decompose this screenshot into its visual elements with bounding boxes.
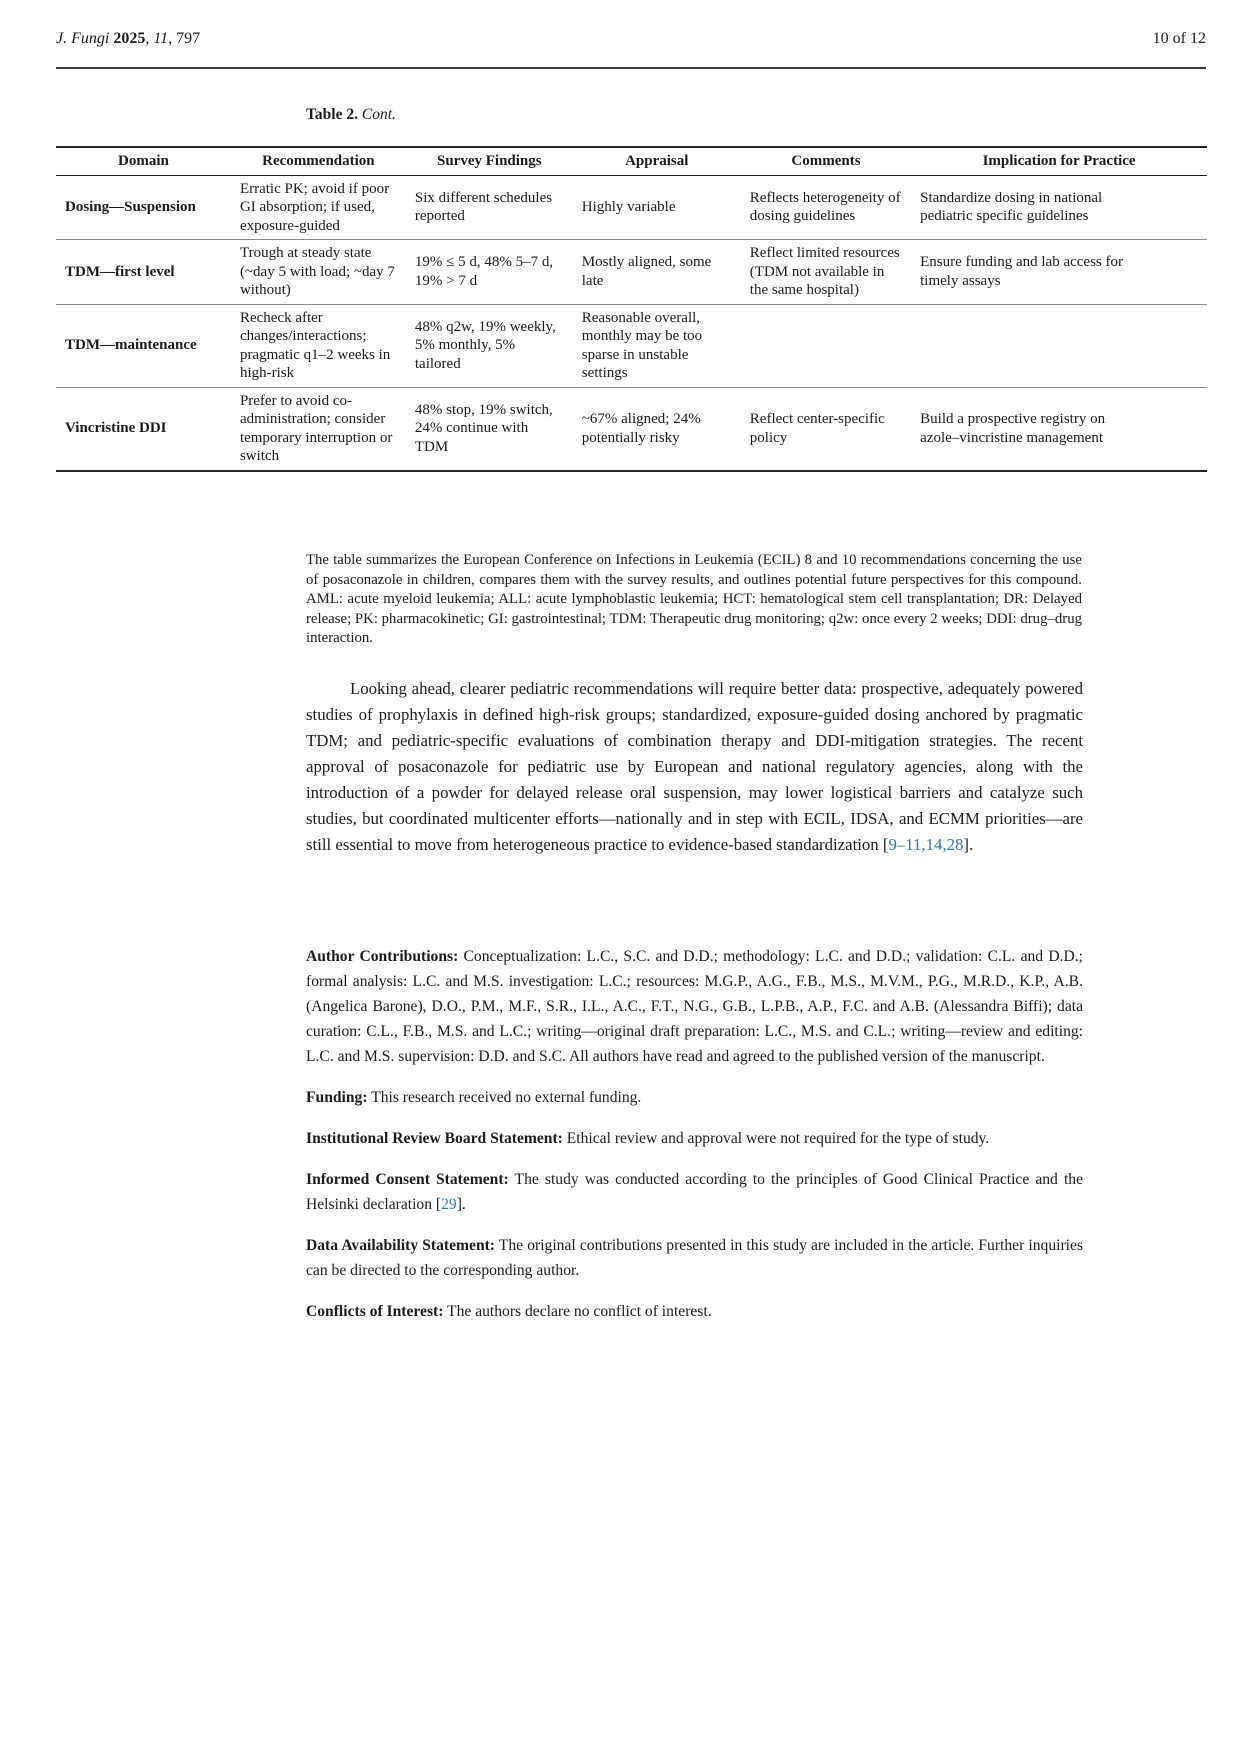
cell-recommendation: Trough at steady state (~day 5 with load; ~day 7 without): [231, 240, 406, 305]
cell-comments: Reflect center-specific policy: [749, 411, 885, 446]
body-paragraph: Looking ahead, clearer pediatric recommendations will require better data: prospective, adequately powered studies of prophylaxis in defined high-risk groups; standardized, exposure-guided dosing anchored by pragmatic TDM; and pediatric-specific evaluations of combination therapy and DDI-mitigation strategies. The recent approval of posaconazole for pediatric use by European and national regulatory agencies, along with the introduction of a powder for delayed release oral suspension, may lower logistical barriers and catalyze such studies, but coordinated multicenter efforts—nationally and in step with ECIL, IDSA, and ECMM priorities—are still essential to move from heterogeneous practice to evidence-based standardization [9–11,14,28].: [306, 679, 1083, 854]
citation-link[interactable]: 9–11,14,28: [888, 835, 964, 854]
table-caption: [306, 106, 396, 124]
body-paragraph-text: Looking ahead, clearer pediatric recommendations will require better data: prospective, adequately powered studies of prophylaxis in defined high-risk groups; standardized, exposure-guided dosing anchored by pragmatic TDM; and pediatric-specific evaluations of combination therapy and DDI-mitigation strategies. The recent approval of posaconazole for pediatric use by European and national regulatory agencies, along with the introduction of a powder for delayed release oral suspension, may lower logistical barriers and catalyze such studies, but coordinated multicenter efforts—nationally and in step with ECIL, IDSA, and ECMM priorities—are still essential to move from heterogeneous practice to evidence-based standardization [: [306, 679, 1083, 854]
cell-comments: Reflects heterogeneity of dosing guidelines: [741, 175, 911, 240]
journal-name: J. Fungi: [56, 30, 110, 47]
section-label: Funding:: [306, 1089, 368, 1106]
table-row: [56, 304, 1207, 387]
section-data-availability: Data Availability Statement: The original contributions presented in this study are included in the article. Further inquiries can be directed to the corresponding author.: [306, 1237, 1083, 1279]
section-informed-consent: Informed Consent Statement: The study was conducted according to the principles of Good Clinical Practice and the Helsinki declaration [29].: [306, 1171, 1083, 1213]
section-funding: Funding: This research received no external funding.: [306, 1089, 642, 1106]
cell-comments: Reflect limited resources (TDM not available in the same hospital): [741, 240, 911, 305]
section-label: Data Availability Statement:: [306, 1237, 496, 1254]
section-irb-statement: Institutional Review Board Statement: Ethical review and approval were not required for the type of study.: [306, 1130, 990, 1147]
journal-year: 2025: [113, 30, 146, 47]
recommendations-table: [56, 146, 1207, 472]
section-author-contributions: Author Contributions: Conceptualization: L.C., S.C. and D.D.; methodology: L.C. and D.D.; validation: C.L. and D.D.; formal analysis: L.C. and M.S. investigation: L.C.; resources: M.G.P., A.G., F.B., M.S., M.V.M., P.G., M.R.D., K.P., A.B. (Angelica Barone), D.O., P.M., M.F., S.R., I.L., A.C., F.T., N.G., G.B., L.P.B., A.P., F.C. and A.B. (Alessandra Biffi); data curation: C.L., F.B., M.S. and L.C.; writing—original draft preparation: L.C., M.S. and C.L.; writing—review and editing: L.C. and M.S. supervision: D.D. and S.C. All authors have read and agreed to the published version of the manuscript.: [306, 948, 1083, 1065]
cell-implication: Standardize dosing in national pediatric specific guidelines: [911, 175, 1207, 240]
table-caption-cont: Cont.: [361, 106, 396, 123]
back-matter: [306, 944, 1083, 1340]
column-header-appraisal: Appraisal: [573, 147, 741, 175]
column-header-implication: Implication for Practice: [911, 147, 1207, 175]
section-label: Author Contributions:: [306, 948, 459, 965]
section-label: Conflicts of Interest:: [306, 1303, 444, 1320]
journal-citation: J. Fungi 2025, 11, 797: [56, 30, 201, 47]
cell-survey-findings: 48% q2w, 19% weekly, 5% monthly, 5% tailored: [406, 304, 573, 387]
cell-implication: Ensure funding and lab access for timely assays: [911, 240, 1207, 305]
table-header-row: [56, 147, 1207, 175]
table-row: [56, 240, 1207, 305]
journal-volume: 11: [153, 30, 169, 47]
column-header-survey-findings: Survey Findings: [406, 147, 573, 175]
section-label: Institutional Review Board Statement:: [306, 1130, 563, 1147]
running-head: [56, 30, 1206, 48]
cell-survey-findings: 48% stop, 19% switch, 24% continue with TDM: [414, 401, 553, 455]
cell-survey-findings: Six different schedules reported: [406, 175, 573, 240]
cell-survey-findings: 19% ≤ 5 d, 48% 5–7 d, 19% > 7 d: [406, 240, 573, 305]
table-row: [56, 175, 1207, 240]
cell-domain: TDM—maintenance: [56, 304, 231, 387]
cell-comments: [741, 304, 911, 387]
column-header-recommendation: Recommendation: [231, 147, 406, 175]
cell-domain: Vincristine DDI: [65, 420, 167, 437]
column-header-domain: Domain: [56, 147, 231, 175]
section-conflicts: Conflicts of Interest: The authors declare no conflict of interest.: [306, 1303, 712, 1320]
cell-recommendation: Recheck after changes/interactions; pragmatic q1–2 weeks in high-risk: [231, 304, 406, 387]
cell-domain: TDM—first level: [56, 240, 231, 305]
cell-appraisal: ~67% aligned; 24% potentially risky: [581, 411, 701, 446]
cell-recommendation: Prefer to avoid co-administration; consider temporary interruption or switch: [239, 392, 393, 464]
cell-domain: Dosing—Suspension: [56, 175, 231, 240]
cell-implication: Build a prospective registry on azole–vincristine management: [920, 411, 1106, 446]
page-number: 10 of 12: [1152, 30, 1206, 47]
cell-implication: [911, 304, 1207, 387]
cell-appraisal: Highly variable: [573, 175, 741, 240]
table-container: [56, 146, 1207, 472]
table-caption-label: Table 2.: [306, 106, 358, 123]
cell-recommendation: Erratic PK; avoid if poor GI absorption; if used, exposure-guided: [231, 175, 406, 240]
table-row: [56, 387, 1207, 471]
citation-link[interactable]: 29: [441, 1196, 457, 1213]
table-footnote: The table summarizes the European Conference on Infections in Leukemia (ECIL) 8 and 10 recommendations concerning the use of posaconazole in children, compares them with the survey results, and outlines potential future perspectives for this compound. AML: acute myeloid leukemia; ALL: acute lymphoblastic leukemia; HCT: hematological stem cell transplantation; DR: Delayed release; PK: pharmacokinetic; GI: gastrointestinal; TDM: Therapeutic drug monitoring; q2w: once every 2 weeks; DDI: drug–drug interaction.: [306, 552, 1082, 647]
cell-appraisal: Reasonable overall, monthly may be too sparse in unstable settings: [573, 304, 741, 387]
section-label: Informed Consent Statement:: [306, 1171, 509, 1188]
header-divider: [56, 67, 1206, 69]
cell-appraisal: Mostly aligned, some late: [573, 240, 741, 305]
column-header-comments: Comments: [741, 147, 911, 175]
